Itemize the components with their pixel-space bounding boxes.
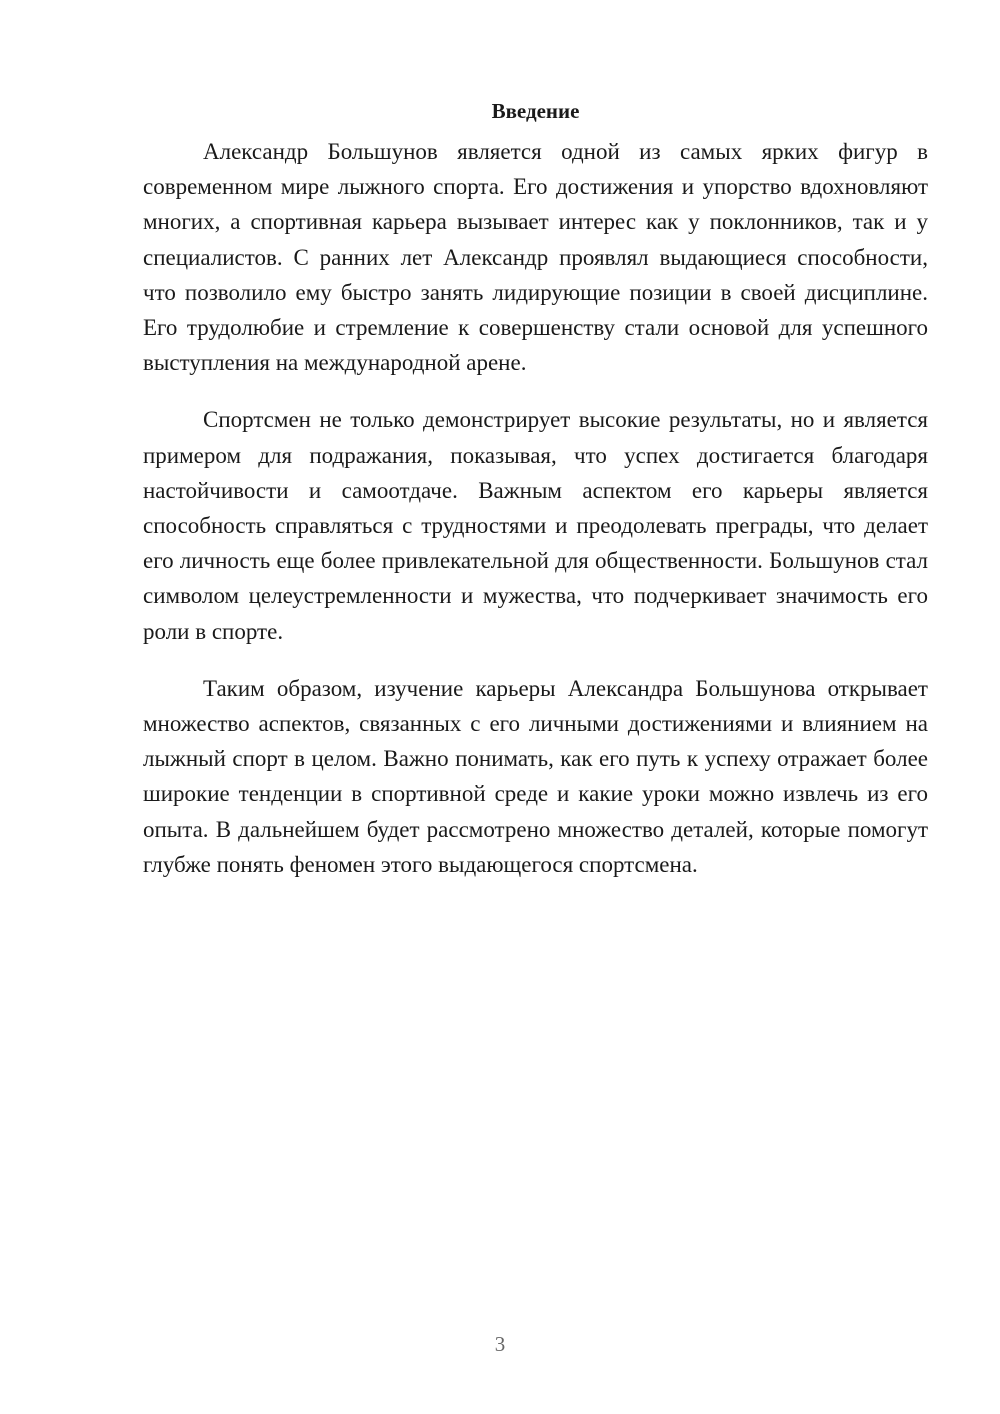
section-title: Введение (491, 99, 580, 123)
page-content (143, 96, 928, 904)
paragraph-2: Спортсмен не только демонстрирует высокие результаты, но и является примером для подражания, показывая, что успех достигается благодаря настойчивости и самоотдаче. Важным аспектом его карьеры является способность справляться с трудностями и преодолевать преграды, что делает его личность еще более привлекательной для общественности. Большунов стал символом целеустремленности и мужества, что подчеркивает значимость его роли в спорте. (143, 407, 928, 644)
paragraph-1: Александр Большунов является одной из самых ярких фигур в современном мире лыжного спорта. Его достижения и упорство вдохновляют многих, а спортивная карьера вызывает интерес как у поклонников, так и у специалистов. С ранних лет Александр проявлял выдающиеся способности, что позволило ему быстро занять лидирующие позиции в своей дисциплине. Его трудолюбие и стремление к совершенству стали основой для успешного выступления на международной арене. (143, 139, 928, 376)
paragraph-3: Таким образом, изучение карьеры Александра Большунова открывает множество аспектов, связанных с его личными достижениями и влиянием на лыжный спорт в целом. Важно понимать, как его путь к успеху отражает более широкие тенденции в спортивной среде и какие уроки можно извлечь из его опыта. В дальнейшем будет рассмотрено множество деталей, которые помогут глубже понять феномен этого выдающегося спортсмена. (143, 675, 928, 877)
page-number: 3 (494, 1332, 506, 1356)
